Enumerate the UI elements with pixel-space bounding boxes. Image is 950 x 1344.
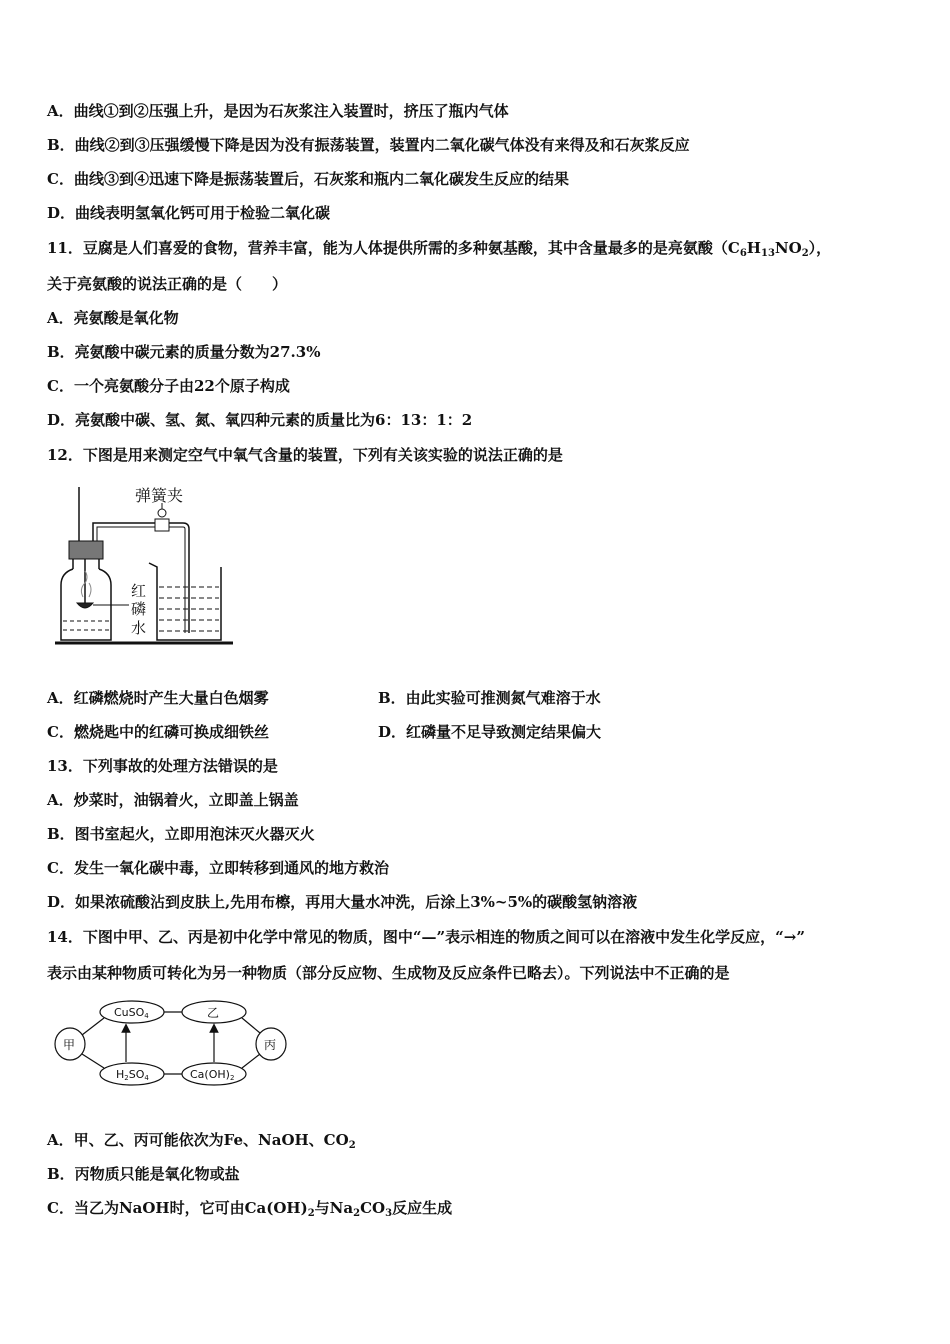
q11-sub1: 6 (739, 248, 747, 259)
label-clamp: 弹簧夹 (135, 486, 184, 505)
q12-option-c: C．燃烧匙中的红磷可换成细铁丝 (47, 723, 269, 741)
edge-yi-bing (242, 1018, 260, 1033)
q14-option-c-b: 与Na (314, 1199, 354, 1217)
q14-option-a (47, 1130, 356, 1150)
q14-option-c-sub2: 2 (353, 1208, 361, 1219)
q14-stem-line1: 14．下图中甲、乙、丙是初中化学中常见的物质，图中“—”表示相连的物质之间可以在溶液中发生化学反应，“→” (47, 928, 805, 946)
q10-option-a: A．曲线①到②压强上升，是因为石灰浆注入装置时，挤压了瓶内气体 (47, 102, 509, 120)
q14-option-c (47, 1198, 452, 1218)
q11-stem-line2: 关于亮氨酸的说法正确的是（ ） (47, 275, 288, 293)
label-phos-1: 红 (131, 582, 147, 600)
q11-stem-line1 (47, 238, 831, 258)
q14-option-a-text: A．甲、乙、丙可能依次为Fe、NaOH、CO (47, 1131, 349, 1149)
substance-relation-diagram (50, 998, 295, 1092)
label-bing: 丙 (264, 1038, 277, 1052)
label-cuso4: CuSO4 (114, 1006, 149, 1020)
q14-option-a-sub: 2 (348, 1140, 356, 1151)
q13-option-c: C．发生一氧化碳中毒，立即转移到通风的地方救治 (47, 859, 389, 877)
q13-option-b: B．图书室起火，立即用泡沫灭火器灭火 (47, 825, 315, 843)
q11-mid1: H (746, 239, 761, 257)
edge-caoh2-bing (242, 1054, 260, 1068)
oxygen-apparatus-diagram (55, 483, 295, 653)
spring-clamp-knob (158, 509, 166, 517)
label-caoh2: Ca(OH)2 (190, 1068, 235, 1082)
q12-option-b: B．由此实验可推测氮气难溶于水 (378, 689, 601, 707)
q12-stem: 12．下图是用来测定空气中氧气含量的装置，下列有关该实验的说法正确的是 (47, 446, 563, 464)
q11-option-d: D．亮氨酸中碳、氢、氮、氧四种元素的质量比为6：13：1：2 (47, 411, 473, 429)
label-phos-2: 磷 (131, 600, 147, 618)
q11-sub2: 13 (760, 248, 775, 259)
q11-sub3: 2 (801, 248, 809, 259)
q11-mid2: NO (774, 239, 802, 257)
q14-option-c-d: 反应生成 (392, 1199, 453, 1217)
q12-option-a: A．红磷燃烧时产生大量白色烟雾 (47, 689, 269, 707)
q14-option-b: B．丙物质只能是氧化物或盐 (47, 1165, 240, 1183)
q11-option-c: C．一个亮氨酸分子由22个原子构成 (47, 377, 290, 395)
smoke (81, 571, 91, 597)
q10-option-c: C．曲线③到④迅速下降是振荡装置后，石灰浆和瓶内二氧化碳发生反应的结果 (47, 170, 569, 188)
q10-option-b: B．曲线②到③压强缓慢下降是因为没有振荡装置，装置内二氧化碳气体没有来得及和石灰浆反应 (47, 136, 690, 154)
q14-option-c-c: CO (360, 1199, 386, 1217)
edge-jia-cuso4 (82, 1018, 104, 1035)
q14-option-c-sub1: 2 (307, 1208, 315, 1219)
bottle-stopper (69, 541, 103, 559)
q11-option-a: A．亮氨酸是氧化物 (47, 309, 179, 327)
combustion-spoon (77, 603, 93, 608)
q14-option-c-a: C．当乙为NaOH时，它可由Ca(OH) (47, 1199, 308, 1217)
label-h2so4: H2SO4 (116, 1068, 149, 1082)
q13-stem: 13．下列事故的处理方法错误的是 (47, 757, 278, 775)
label-water: 水 (131, 619, 147, 637)
edge-jia-h2so4 (82, 1054, 104, 1068)
q11-stem-a: 11．豆腐是人们喜爱的食物，营养丰富，能为人体提供所需的多种氨基酸，其中含量最多的是亮氨酸（C (47, 239, 740, 257)
q13-option-d: D．如果浓硫酸沾到皮肤上,先用布檫，再用大量水冲洗，后涂上3%~5%的碳酸氢钠溶液 (47, 893, 638, 911)
q11-stem-end: ）， (808, 239, 832, 257)
q10-option-d: D．曲线表明氢氧化钙可用于检验二氧化碳 (47, 204, 331, 222)
q13-option-a: A．炒菜时，油锅着火，立即盖上锅盖 (47, 791, 299, 809)
q12-option-d: D．红磷量不足导致测定结果偏大 (378, 723, 602, 741)
q14-option-c-sub3: 3 (385, 1208, 393, 1219)
label-yi: 乙 (207, 1006, 220, 1020)
label-jia: 甲 (63, 1038, 76, 1052)
q14-stem-line2: 表示由某种物质可转化为另一种物质（部分反应物、生成物及反应条件已略去）。下列说法中不正确的是 (47, 964, 730, 982)
spring-clamp (155, 519, 169, 531)
q11-option-b: B．亮氨酸中碳元素的质量分数为27.3% (47, 343, 321, 361)
